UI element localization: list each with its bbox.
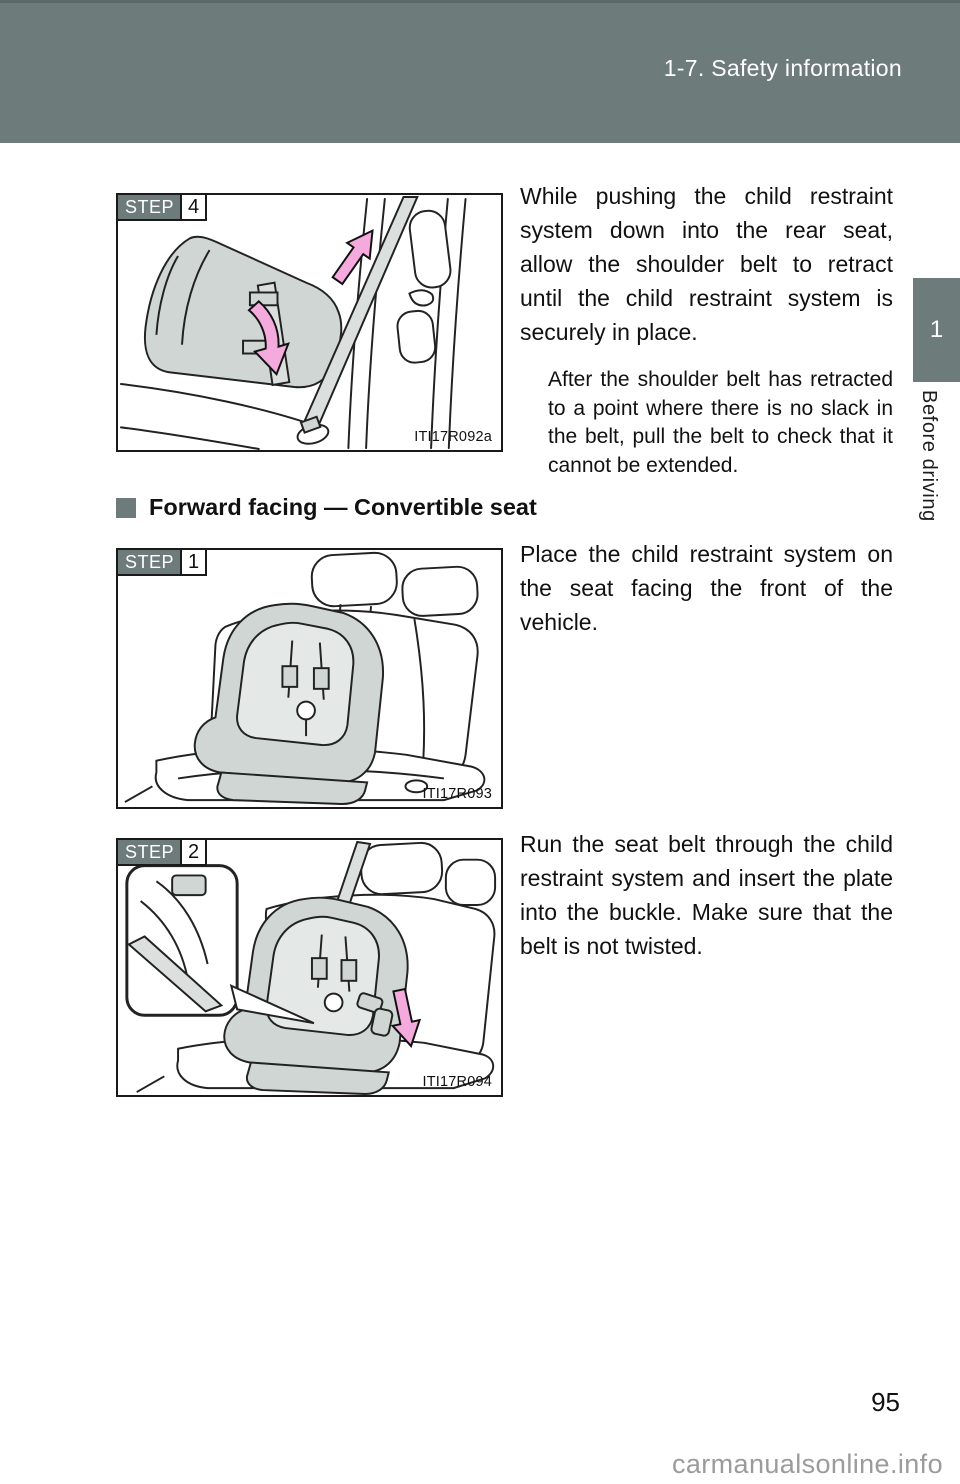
forward-facing-child-seat-illustration xyxy=(118,550,501,807)
seat-belt-buckling-illustration xyxy=(118,840,501,1095)
figure-id: ITI17R094 xyxy=(422,1074,492,1090)
step-number: 2 xyxy=(180,838,207,866)
step-number: 4 xyxy=(180,193,207,221)
section-bullet-icon xyxy=(116,498,136,518)
step-badge xyxy=(116,838,207,866)
figure-id: ITI17R093 xyxy=(422,786,492,802)
step-badge xyxy=(116,193,207,221)
step4-note: After the shoulder belt has retracted to a point where there is no slack in the belt, pull the belt to check that it cannot be extended. xyxy=(548,368,893,477)
page-number: 95 xyxy=(871,1387,900,1417)
header-bar xyxy=(0,0,960,143)
chapter-number: 1 xyxy=(929,316,944,343)
page-title: 1-7. Safety information xyxy=(663,55,902,81)
step-number: 1 xyxy=(180,548,207,576)
step4-paragraph: While pushing the child restraint system down into the rear seat, allow the shoulder belt to retract until the child restraint system is securely in place. xyxy=(520,183,893,345)
step2-paragraph: Run the seat belt through the child restraint system and insert the plate into the buckle. Make sure that the belt is not twisted. xyxy=(520,831,893,959)
section-heading-text: Forward facing — Convertible seat xyxy=(149,494,537,520)
chapter-label: Before driving xyxy=(918,390,940,522)
step-badge xyxy=(116,548,207,576)
figure-id: ITI17R092a xyxy=(414,429,492,445)
step1-paragraph: Place the child restraint system on the seat facing the front of the vehicle. xyxy=(520,541,893,635)
section-heading xyxy=(116,494,537,521)
figure-step1 xyxy=(116,548,503,809)
step-label: STEP xyxy=(116,838,180,866)
chapter-tab xyxy=(913,278,960,382)
figure-step2 xyxy=(116,838,503,1097)
step-label: STEP xyxy=(116,193,180,221)
rear-facing-child-seat-illustration xyxy=(118,195,501,450)
watermark: carmanualsonline.info xyxy=(671,1449,943,1479)
step-label: STEP xyxy=(116,548,180,576)
figure-step4 xyxy=(116,193,503,452)
